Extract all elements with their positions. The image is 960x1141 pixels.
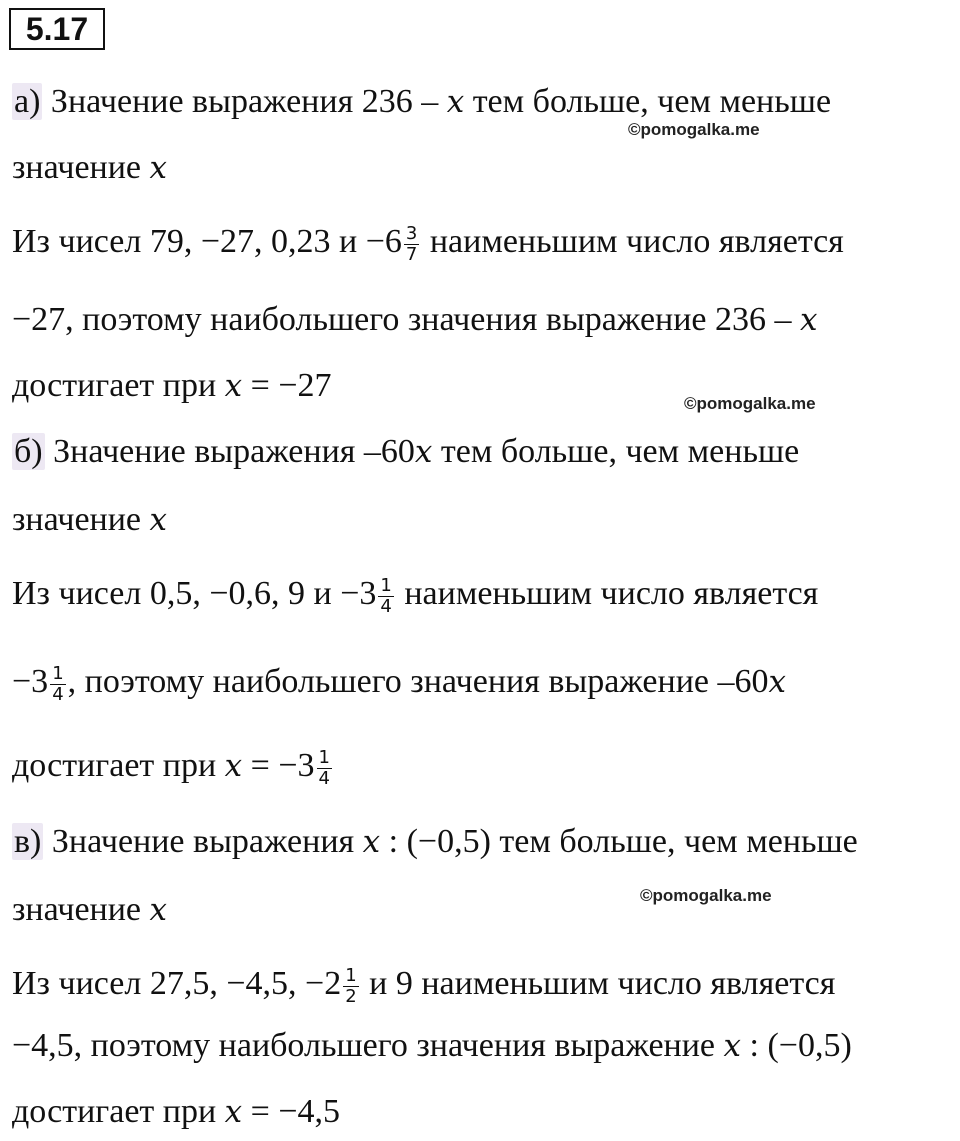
part-b-line1: б) Значение выражения –60x тем больше, чем меньше <box>14 433 800 470</box>
part-b-numbers: Из чисел 0,5, −0,6, 9 и −3 $\frac{1}{4}$ наименьшим число является <box>12 574 819 617</box>
part-a-line2: значение x <box>12 149 168 186</box>
part-b-conclusion1: −3 $\frac{1}{4}$ , поэтому наибольшего значения выражение –60x <box>12 662 786 705</box>
part-c-numbers: Из чисел 27,5, −4,5, −2 $\frac{1}{2}$ и 9 наименьшим число является <box>12 964 836 1007</box>
part-c-label: в) <box>14 823 42 860</box>
fraction: $\frac{3}{7}$ <box>405 222 418 265</box>
part-c-line2: значение x <box>12 891 168 928</box>
watermark: ©pomogalka.me <box>628 120 760 139</box>
part-a-numbers: Из чисел 79, −27, 0,23 и −6 $\frac{3}{7}$ наименьшим число является <box>12 222 844 265</box>
part-c-conclusion1: −4,5, поэтому наибольшего значения выражение x : (−0,5) <box>12 1027 852 1064</box>
fraction: $\frac{1}{4}$ <box>318 746 330 789</box>
part-c-conclusion2: достигает при x = −4,5 <box>12 1093 341 1130</box>
part-b-line2: значение x <box>12 501 168 538</box>
problem-number: 5.17 <box>9 8 105 50</box>
part-a-line1: а) Значение выражения 236 – x тем больше, чем меньше <box>14 83 832 120</box>
part-c-line1: в) Значение выражения x : (−0,5) тем больше, чем меньше <box>14 823 858 860</box>
part-b-label: б) <box>14 433 43 470</box>
fraction: $\frac{1}{4}$ <box>380 574 392 617</box>
part-b-conclusion2: достигает при x = −3 $\frac{1}{4}$ <box>12 746 330 789</box>
part-a-conclusion2: достигает при x = −27 <box>12 367 332 404</box>
watermark: ©pomogalka.me <box>640 886 772 905</box>
watermark: ©pomogalka.me <box>684 394 816 413</box>
fraction: $\frac{1}{4}$ <box>52 662 64 705</box>
part-a-label: а) <box>14 83 41 120</box>
part-a-conclusion1: −27, поэтому наибольшего значения выражение 236 – x <box>12 301 818 338</box>
fraction: $\frac{1}{2}$ <box>345 964 357 1007</box>
